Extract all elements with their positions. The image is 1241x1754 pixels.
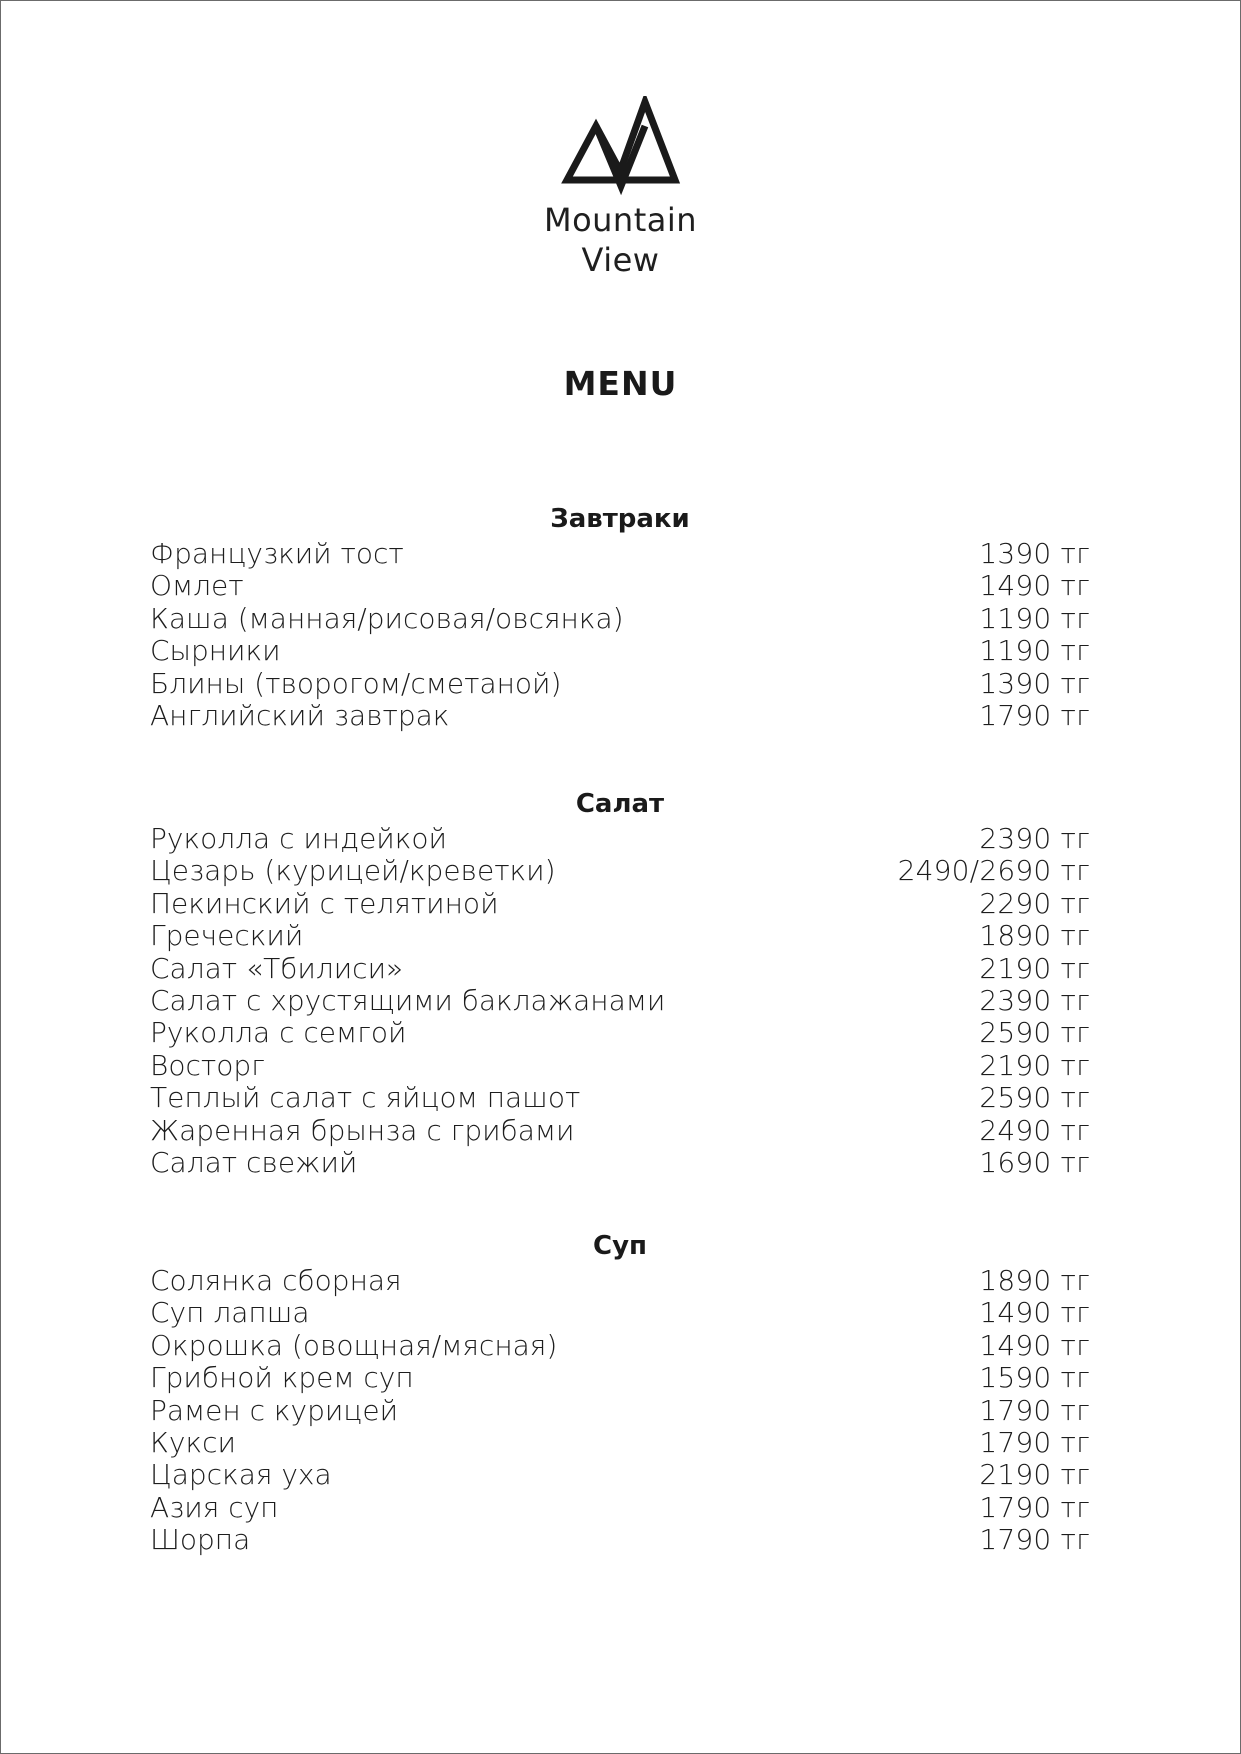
item-list xyxy=(150,1265,1090,1557)
menu-item xyxy=(150,1115,1090,1147)
menu-item-price: 2390 тг xyxy=(979,983,1090,1017)
menu-item xyxy=(150,1362,1090,1394)
menu-item xyxy=(150,700,1090,732)
menu-item-name: Салат с хрустящими баклажанами xyxy=(150,983,666,1017)
menu-item xyxy=(150,1492,1090,1524)
menu-item-name: Грибной крем суп xyxy=(150,1361,414,1395)
menu-item-name: Шорпа xyxy=(150,1523,251,1557)
menu-item-price: 1890 тг xyxy=(979,919,1090,953)
section-title: Салат xyxy=(575,789,665,819)
menu-item-price: 1690 тг xyxy=(979,1145,1090,1179)
menu-item-name: Руколла с семгой xyxy=(150,1016,407,1050)
section-breakfast xyxy=(150,502,1090,732)
menu-item-price: 1490 тг xyxy=(979,569,1090,603)
menu-item-price: 1790 тг xyxy=(979,1393,1090,1427)
menu-item-name: Солянка сборная xyxy=(150,1264,402,1297)
menu-item xyxy=(150,888,1090,920)
menu-item-price: 2590 тг xyxy=(979,1081,1090,1115)
menu-item-price: 1790 тг xyxy=(979,1425,1090,1459)
menu-item xyxy=(150,635,1090,667)
menu-item xyxy=(150,603,1090,635)
menu-item-price: 1890 тг xyxy=(979,1264,1090,1297)
brand-name-line2: View xyxy=(581,241,660,279)
menu-item-name: Салат свежий xyxy=(150,1145,358,1179)
menu-item-price: 1790 тг xyxy=(979,1490,1090,1524)
item-list xyxy=(150,823,1090,1179)
menu-item-name: Восторг xyxy=(150,1048,265,1082)
menu-item xyxy=(150,985,1090,1017)
menu-item xyxy=(150,1395,1090,1427)
menu-item xyxy=(150,920,1090,952)
menu-item-name: Цезарь (курицей/креветки) xyxy=(150,854,556,888)
menu-item xyxy=(150,1017,1090,1049)
menu-item-price: 1390 тг xyxy=(979,666,1090,700)
menu-item-name: Руколла с индейкой xyxy=(150,822,447,855)
section-title: Завтраки xyxy=(550,504,690,534)
section-title: Суп xyxy=(593,1231,647,1261)
menu-item-price: 1590 тг xyxy=(979,1361,1090,1395)
menu-item xyxy=(150,855,1090,887)
menu-item-name: Окрошка (овощная/мясная) xyxy=(150,1328,558,1362)
menu-item-price: 1190 тг xyxy=(979,601,1090,635)
menu-item-name: Рамен с курицей xyxy=(150,1393,399,1427)
menu-item-price: 2190 тг xyxy=(979,1458,1090,1492)
menu-item xyxy=(150,823,1090,855)
menu-item xyxy=(150,1297,1090,1329)
menu-item-price: 2190 тг xyxy=(979,951,1090,985)
menu-item xyxy=(150,1050,1090,1082)
menu-item-price: 2190 тг xyxy=(979,1048,1090,1082)
menu-item xyxy=(150,1265,1090,1297)
menu-item-name: Греческий xyxy=(150,919,304,953)
menu-item-name: Теплый салат с яйцом пашот xyxy=(150,1081,581,1115)
menu-item xyxy=(150,1427,1090,1459)
section-salad xyxy=(150,787,1090,1179)
menu-item-price: 2490 тг xyxy=(979,1113,1090,1147)
menu-item-price: 1490 тг xyxy=(979,1296,1090,1330)
menu-title: MENU xyxy=(563,364,678,403)
menu-item-name: Салат «Тбилиси» xyxy=(150,951,404,985)
menu-item xyxy=(150,538,1090,570)
menu-item-price: 1390 тг xyxy=(979,537,1090,570)
menu-item xyxy=(150,1330,1090,1362)
menu-item-name: Омлет xyxy=(150,569,244,603)
menu-item-price: 1490 тг xyxy=(979,1328,1090,1362)
menu-item-name: Суп лапша xyxy=(150,1296,310,1330)
menu-item-price: 1790 тг xyxy=(979,698,1090,732)
section-soup xyxy=(150,1229,1090,1557)
menu-item-name: Сырники xyxy=(150,634,281,668)
menu-item-name: Азия суп xyxy=(150,1490,279,1524)
menu-item-name: Кукси xyxy=(150,1425,236,1459)
menu-item xyxy=(150,570,1090,602)
menu-item-price: 1190 тг xyxy=(979,634,1090,668)
menu-item-name: Царская уха xyxy=(150,1458,332,1492)
item-list xyxy=(150,538,1090,732)
menu-item-price: 2390 тг xyxy=(979,822,1090,855)
brand-name-line1: Mountain xyxy=(543,201,698,239)
menu-item xyxy=(150,1524,1090,1556)
brand-logo xyxy=(0,96,1241,280)
menu-item-name: Пекинский с телятиной xyxy=(150,886,499,920)
menu-item-price: 2590 тг xyxy=(979,1016,1090,1050)
menu-item xyxy=(150,953,1090,985)
menu-item xyxy=(150,1082,1090,1114)
menu-item-name: Каша (манная/рисовая/овсянка) xyxy=(150,601,624,635)
menu-item-name: Жаренная брынза с грибами xyxy=(150,1113,575,1147)
menu-item-price: 2290 тг xyxy=(979,886,1090,920)
menu-item-name: Блины (творогом/сметаной) xyxy=(150,666,562,700)
menu-item-price: 2490/2690 тг xyxy=(897,854,1090,888)
menu-item xyxy=(150,1147,1090,1179)
menu-item-name: Французкий тост xyxy=(150,537,404,570)
menu-item-price: 1790 тг xyxy=(979,1523,1090,1557)
menu-item xyxy=(150,668,1090,700)
mountain-logo-icon xyxy=(561,96,681,196)
menu-item xyxy=(150,1459,1090,1491)
menu-item-name: Английский завтрак xyxy=(150,698,450,732)
